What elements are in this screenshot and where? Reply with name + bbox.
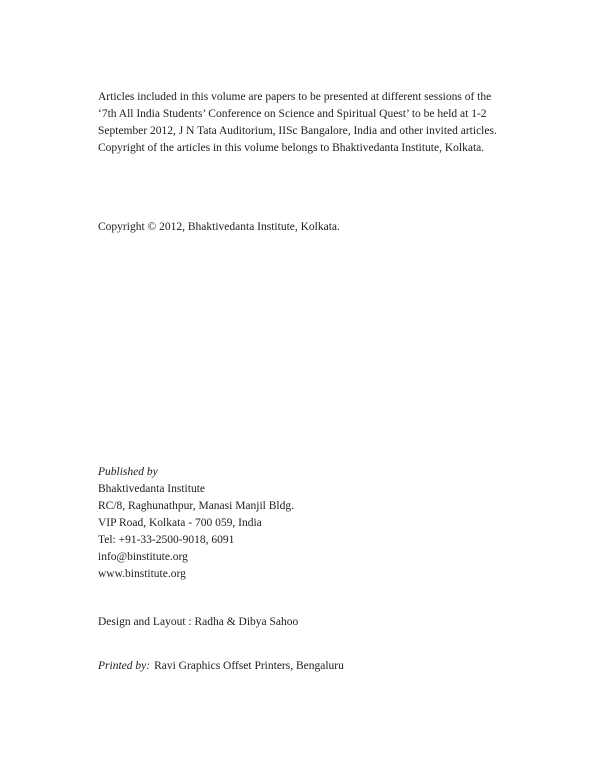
printed-by-value: Ravi Graphics Offset Printers, Bengaluru <box>154 660 344 672</box>
publisher-email: info@binstitute.org <box>98 551 188 563</box>
design-layout-credit: Design and Layout : Radha & Dibya Sahoo <box>98 616 299 628</box>
copyright-statement: Copyright © 2012, Bhaktivedanta Institute, Kolkata. <box>98 221 340 233</box>
published-by-heading: Published by <box>98 466 158 478</box>
publisher-address-line: VIP Road, Kolkata - 700 059, India <box>98 517 262 529</box>
publisher-block <box>98 464 294 583</box>
notice-line: Copyright of the articles in this volume belongs to Bhaktivedanta Institute, Kolkata. <box>98 142 485 154</box>
notice-line: Articles included in this volume are papers to be presented at different sessions of the <box>98 91 492 103</box>
notice-line: ‘7th All India Students’ Conference on Science and Spiritual Quest’ to be held at 1-2 <box>98 108 487 120</box>
copyright-notice <box>98 89 497 157</box>
printer-credit <box>98 658 344 675</box>
publisher-address-line: RC/8, Raghunathpur, Manasi Manjil Bldg. <box>98 500 294 512</box>
printed-by-label: Printed by: <box>98 660 151 672</box>
publisher-website: www.binstitute.org <box>98 568 186 580</box>
notice-line: September 2012, J N Tata Auditorium, IISc Bangalore, India and other invited articles. <box>98 125 497 137</box>
publisher-phone: Tel: +91-33-2500-9018, 6091 <box>98 534 235 546</box>
publisher-name: Bhaktivedanta Institute <box>98 483 205 495</box>
